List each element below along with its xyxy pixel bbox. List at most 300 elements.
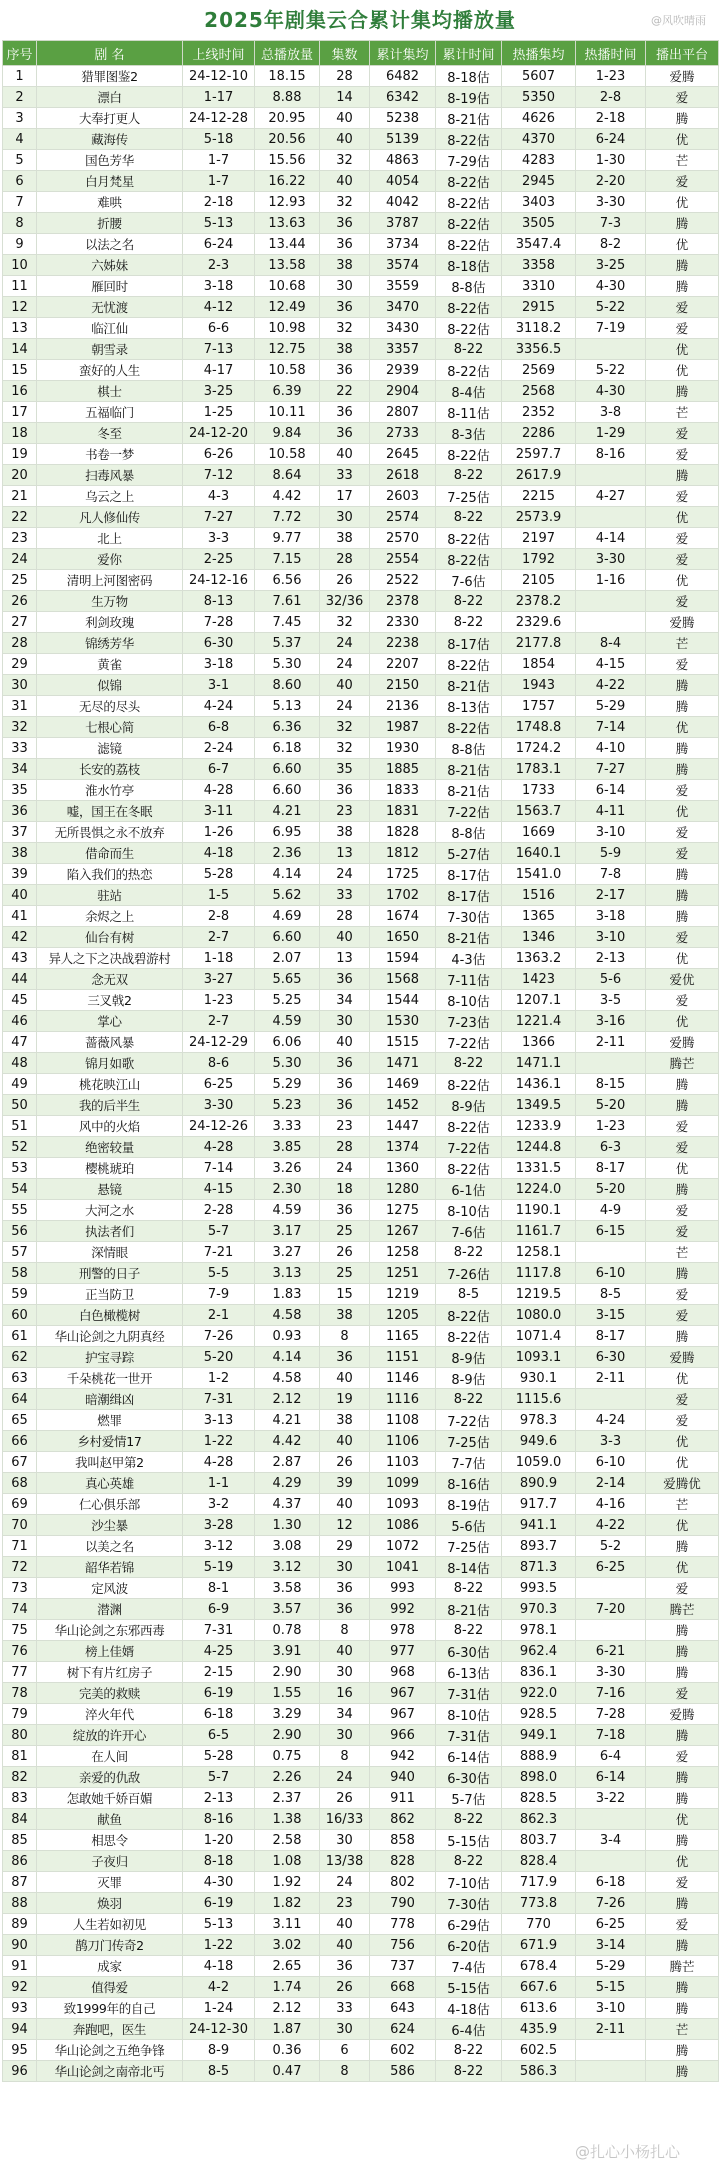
- column-header-total-views: 总播放量: [255, 41, 320, 66]
- cell-cumulative-avg: 602: [370, 2040, 436, 2061]
- cell-index: 82: [3, 1767, 37, 1788]
- cell-cumulative-avg: 1831: [370, 801, 436, 822]
- table-row: [3, 1095, 719, 1116]
- cell-cumulative-date: 8-21估: [436, 675, 502, 696]
- cell-peak-avg: 2568: [502, 381, 576, 402]
- cell-platform: 爱: [646, 87, 719, 108]
- cell-episodes: 18: [320, 1179, 370, 1200]
- cell-peak-date: 2-14: [576, 1473, 646, 1494]
- cell-total-views: 1.30: [255, 1515, 320, 1536]
- cell-cumulative-avg: 1360: [370, 1158, 436, 1179]
- cell-release-date: 7-12: [183, 465, 255, 486]
- cell-platform: 优: [646, 1557, 719, 1578]
- cell-platform: 腾: [646, 1536, 719, 1557]
- table-row: [3, 1977, 719, 1998]
- cell-episodes: 13: [320, 948, 370, 969]
- cell-episodes: 36: [320, 213, 370, 234]
- cell-cumulative-date: 7-30估: [436, 1893, 502, 1914]
- cell-cumulative-date: 8-22估: [436, 318, 502, 339]
- cell-release-date: 24-12-26: [183, 1116, 255, 1137]
- cell-peak-date: 7-3: [576, 213, 646, 234]
- cell-index: 26: [3, 591, 37, 612]
- cell-platform: 芒: [646, 1242, 719, 1263]
- cell-cumulative-date: 6-30估: [436, 1767, 502, 1788]
- cell-episodes: 36: [320, 969, 370, 990]
- cell-peak-avg: 717.9: [502, 1872, 576, 1893]
- cell-peak-date: 7-27: [576, 759, 646, 780]
- cell-title: 致1999年的自己: [37, 1998, 183, 2019]
- cell-cumulative-date: 7-4估: [436, 1956, 502, 1977]
- cell-index: 27: [3, 612, 37, 633]
- cell-episodes: 28: [320, 906, 370, 927]
- cell-platform: 腾: [646, 1893, 719, 1914]
- cell-cumulative-avg: 2150: [370, 675, 436, 696]
- cell-cumulative-date: 8-22: [436, 1851, 502, 1872]
- cell-release-date: 8-16: [183, 1809, 255, 1830]
- table-row: [3, 864, 719, 885]
- cell-cumulative-avg: 1833: [370, 780, 436, 801]
- cell-title: 真心英雄: [37, 1473, 183, 1494]
- cell-platform: 腾: [646, 1998, 719, 2019]
- cell-peak-date: 7-14: [576, 717, 646, 738]
- cell-cumulative-date: 8-13估: [436, 696, 502, 717]
- cell-title: 奔跑吧，医生: [37, 2019, 183, 2040]
- cell-peak-avg: 970.3: [502, 1599, 576, 1620]
- cell-peak-avg: 1733: [502, 780, 576, 801]
- cell-peak-date: 2-11: [576, 1032, 646, 1053]
- cell-platform: 腾: [646, 885, 719, 906]
- cell-title: 刑警的日子: [37, 1263, 183, 1284]
- cell-index: 60: [3, 1305, 37, 1326]
- cell-cumulative-avg: 4042: [370, 192, 436, 213]
- cell-cumulative-date: 8-9估: [436, 1347, 502, 1368]
- cell-cumulative-avg: 968: [370, 1662, 436, 1683]
- cell-index: 51: [3, 1116, 37, 1137]
- cell-platform: 腾: [646, 1662, 719, 1683]
- cell-release-date: 24-12-29: [183, 1032, 255, 1053]
- cell-episodes: 17: [320, 486, 370, 507]
- table-row: [3, 696, 719, 717]
- cell-index: 53: [3, 1158, 37, 1179]
- table-row: [3, 1620, 719, 1641]
- cell-episodes: 24: [320, 1158, 370, 1179]
- cell-title: 无忧渡: [37, 297, 183, 318]
- table-row: [3, 423, 719, 444]
- table-row: [3, 1788, 719, 1809]
- cell-cumulative-avg: 624: [370, 2019, 436, 2040]
- cell-index: 65: [3, 1410, 37, 1431]
- table-row: [3, 885, 719, 906]
- cell-peak-avg: 1541.0: [502, 864, 576, 885]
- cell-peak-date: 2-13: [576, 948, 646, 969]
- cell-peak-date: [576, 2040, 646, 2061]
- cell-index: 71: [3, 1536, 37, 1557]
- cell-index: 11: [3, 276, 37, 297]
- table-row: [3, 1431, 719, 1452]
- cell-title: 定风波: [37, 1578, 183, 1599]
- cell-cumulative-avg: 942: [370, 1746, 436, 1767]
- cell-peak-date: 6-14: [576, 1767, 646, 1788]
- cell-episodes: 28: [320, 549, 370, 570]
- cell-platform: 腾: [646, 738, 719, 759]
- cell-index: 76: [3, 1641, 37, 1662]
- cell-platform: 爱腾: [646, 1032, 719, 1053]
- table-row: [3, 2040, 719, 2061]
- cell-total-views: 0.36: [255, 2040, 320, 2061]
- cell-platform: 爱腾: [646, 1704, 719, 1725]
- cell-total-views: 4.21: [255, 1410, 320, 1431]
- cell-peak-date: 8-15: [576, 1074, 646, 1095]
- cell-platform: 腾: [646, 1830, 719, 1851]
- cell-peak-date: 6-25: [576, 1557, 646, 1578]
- watermark-bottom: @扎心小杨扎心: [574, 2143, 680, 2161]
- cell-episodes: 28: [320, 1137, 370, 1158]
- cell-cumulative-avg: 1828: [370, 822, 436, 843]
- cell-total-views: 6.60: [255, 780, 320, 801]
- cell-index: 88: [3, 1893, 37, 1914]
- cell-platform: 腾: [646, 1263, 719, 1284]
- cell-peak-avg: 1093.1: [502, 1347, 576, 1368]
- cell-title: 锦绣芳华: [37, 633, 183, 654]
- ranking-table: [2, 40, 719, 2082]
- cell-release-date: 5-20: [183, 1347, 255, 1368]
- cell-episodes: 23: [320, 801, 370, 822]
- cell-episodes: 38: [320, 822, 370, 843]
- cell-total-views: 10.98: [255, 318, 320, 339]
- cell-total-views: 4.69: [255, 906, 320, 927]
- watermark: @风吹晴雨: [651, 14, 706, 27]
- cell-episodes: 30: [320, 276, 370, 297]
- cell-index: 46: [3, 1011, 37, 1032]
- cell-peak-avg: 828.4: [502, 1851, 576, 1872]
- cell-peak-avg: 1516: [502, 885, 576, 906]
- cell-index: 42: [3, 927, 37, 948]
- cell-cumulative-avg: 2574: [370, 507, 436, 528]
- cell-platform: 腾: [646, 864, 719, 885]
- cell-title: 在人间: [37, 1746, 183, 1767]
- cell-cumulative-avg: 1812: [370, 843, 436, 864]
- cell-total-views: 5.30: [255, 1053, 320, 1074]
- cell-title: 嘘，国王在冬眠: [37, 801, 183, 822]
- table-row: [3, 1011, 719, 1032]
- table-row: [3, 1410, 719, 1431]
- cell-release-date: 8-5: [183, 2061, 255, 2082]
- cell-episodes: 40: [320, 927, 370, 948]
- cell-episodes: 36: [320, 1200, 370, 1221]
- cell-episodes: 14: [320, 87, 370, 108]
- cell-release-date: 3-27: [183, 969, 255, 990]
- cell-peak-date: 8-17: [576, 1326, 646, 1347]
- cell-cumulative-date: 8-22估: [436, 1326, 502, 1347]
- cell-title: 亲爱的仇敌: [37, 1767, 183, 1788]
- cell-cumulative-avg: 1103: [370, 1452, 436, 1473]
- cell-release-date: 2-1: [183, 1305, 255, 1326]
- cell-total-views: 3.26: [255, 1158, 320, 1179]
- cell-total-views: 20.95: [255, 108, 320, 129]
- cell-total-views: 10.58: [255, 360, 320, 381]
- cell-cumulative-date: 8-17估: [436, 885, 502, 906]
- cell-total-views: 3.33: [255, 1116, 320, 1137]
- cell-cumulative-avg: 4863: [370, 150, 436, 171]
- cell-title: 国色芳华: [37, 150, 183, 171]
- cell-cumulative-date: 8-22: [436, 339, 502, 360]
- cell-peak-avg: 1233.9: [502, 1116, 576, 1137]
- cell-index: 47: [3, 1032, 37, 1053]
- cell-peak-avg: 1071.4: [502, 1326, 576, 1347]
- cell-title: 树下有片红房子: [37, 1662, 183, 1683]
- cell-cumulative-avg: 977: [370, 1641, 436, 1662]
- cell-cumulative-avg: 1530: [370, 1011, 436, 1032]
- cell-total-views: 3.91: [255, 1641, 320, 1662]
- cell-peak-date: 1-23: [576, 1116, 646, 1137]
- cell-cumulative-avg: 1447: [370, 1116, 436, 1137]
- cell-peak-date: 7-20: [576, 1599, 646, 1620]
- table-row: [3, 1704, 719, 1725]
- cell-episodes: 23: [320, 1116, 370, 1137]
- cell-platform: 爱: [646, 780, 719, 801]
- cell-release-date: 6-25: [183, 1074, 255, 1095]
- cell-platform: 爱: [646, 1200, 719, 1221]
- cell-episodes: 32: [320, 192, 370, 213]
- cell-peak-date: 1-29: [576, 423, 646, 444]
- cell-platform: 腾: [646, 108, 719, 129]
- cell-cumulative-avg: 1086: [370, 1515, 436, 1536]
- cell-release-date: 7-13: [183, 339, 255, 360]
- cell-index: 2: [3, 87, 37, 108]
- cell-peak-date: 4-30: [576, 276, 646, 297]
- cell-index: 61: [3, 1326, 37, 1347]
- cell-release-date: 6-24: [183, 234, 255, 255]
- cell-episodes: 38: [320, 528, 370, 549]
- cell-peak-date: 6-30: [576, 1347, 646, 1368]
- cell-cumulative-avg: 3787: [370, 213, 436, 234]
- cell-cumulative-avg: 1116: [370, 1389, 436, 1410]
- cell-peak-avg: 586.3: [502, 2061, 576, 2082]
- cell-release-date: 3-18: [183, 276, 255, 297]
- cell-platform: 优: [646, 1011, 719, 1032]
- table-header-row: [3, 41, 719, 66]
- cell-platform: 爱: [646, 1872, 719, 1893]
- cell-index: 24: [3, 549, 37, 570]
- cell-peak-avg: 773.8: [502, 1893, 576, 1914]
- column-header-platform: 播出平台: [646, 41, 719, 66]
- cell-peak-avg: 836.1: [502, 1662, 576, 1683]
- cell-index: 25: [3, 570, 37, 591]
- table-row: [3, 1347, 719, 1368]
- cell-cumulative-date: 7-29估: [436, 150, 502, 171]
- cell-peak-date: 8-16: [576, 444, 646, 465]
- table-row: [3, 906, 719, 927]
- cell-episodes: 36: [320, 780, 370, 801]
- cell-cumulative-avg: 1568: [370, 969, 436, 990]
- cell-peak-date: 3-30: [576, 1662, 646, 1683]
- cell-episodes: 30: [320, 1011, 370, 1032]
- cell-peak-date: 2-18: [576, 108, 646, 129]
- cell-cumulative-date: 6-29估: [436, 1914, 502, 1935]
- cell-episodes: 8: [320, 2061, 370, 2082]
- cell-peak-date: 3-15: [576, 1305, 646, 1326]
- cell-episodes: 22: [320, 381, 370, 402]
- cell-release-date: 5-28: [183, 1746, 255, 1767]
- cell-title: 陷入我们的热恋: [37, 864, 183, 885]
- cell-cumulative-avg: 1702: [370, 885, 436, 906]
- cell-total-views: 4.21: [255, 801, 320, 822]
- cell-index: 94: [3, 2019, 37, 2040]
- cell-peak-avg: 1423: [502, 969, 576, 990]
- cell-peak-date: 3-18: [576, 906, 646, 927]
- cell-episodes: 36: [320, 234, 370, 255]
- cell-title: 淬火年代: [37, 1704, 183, 1725]
- cell-total-views: 6.60: [255, 927, 320, 948]
- cell-title: 仙台有树: [37, 927, 183, 948]
- cell-total-views: 6.06: [255, 1032, 320, 1053]
- cell-index: 16: [3, 381, 37, 402]
- cell-cumulative-date: 7-10估: [436, 1872, 502, 1893]
- cell-release-date: 24-12-10: [183, 66, 255, 87]
- cell-index: 40: [3, 885, 37, 906]
- cell-index: 18: [3, 423, 37, 444]
- cell-peak-avg: 1346: [502, 927, 576, 948]
- cell-title: 正当防卫: [37, 1284, 183, 1305]
- cell-peak-date: 2-20: [576, 171, 646, 192]
- cell-platform: 爱: [646, 1221, 719, 1242]
- cell-index: 37: [3, 822, 37, 843]
- cell-release-date: 8-6: [183, 1053, 255, 1074]
- cell-episodes: 40: [320, 108, 370, 129]
- cell-cumulative-date: 8-22: [436, 1242, 502, 1263]
- cell-cumulative-avg: 1099: [370, 1473, 436, 1494]
- cell-index: 36: [3, 801, 37, 822]
- cell-peak-date: [576, 1053, 646, 1074]
- cell-index: 8: [3, 213, 37, 234]
- cell-peak-avg: 3505: [502, 213, 576, 234]
- cell-cumulative-date: 8-21估: [436, 927, 502, 948]
- cell-title: 韶华若锦: [37, 1557, 183, 1578]
- cell-cumulative-avg: 756: [370, 1935, 436, 1956]
- cell-index: 35: [3, 780, 37, 801]
- cell-cumulative-date: 6-30估: [436, 1641, 502, 1662]
- cell-index: 67: [3, 1452, 37, 1473]
- cell-release-date: 8-9: [183, 2040, 255, 2061]
- cell-episodes: 34: [320, 1704, 370, 1725]
- cell-episodes: 38: [320, 339, 370, 360]
- cell-cumulative-avg: 643: [370, 1998, 436, 2019]
- cell-peak-date: 3-3: [576, 1431, 646, 1452]
- cell-release-date: 4-3: [183, 486, 255, 507]
- cell-release-date: 2-8: [183, 906, 255, 927]
- table-row: [3, 843, 719, 864]
- cell-index: 77: [3, 1662, 37, 1683]
- cell-platform: 优: [646, 948, 719, 969]
- cell-episodes: 36: [320, 1956, 370, 1977]
- cell-release-date: 8-18: [183, 1851, 255, 1872]
- cell-platform: 爱腾优: [646, 1473, 719, 1494]
- column-header-index: 序号: [3, 41, 37, 66]
- cell-peak-date: 3-25: [576, 255, 646, 276]
- table-row: [3, 360, 719, 381]
- cell-cumulative-avg: 1219: [370, 1284, 436, 1305]
- cell-total-views: 7.72: [255, 507, 320, 528]
- cell-peak-avg: 3356.5: [502, 339, 576, 360]
- cell-cumulative-date: 7-26估: [436, 1263, 502, 1284]
- cell-index: 74: [3, 1599, 37, 1620]
- cell-peak-date: 5-9: [576, 843, 646, 864]
- cell-platform: 腾: [646, 696, 719, 717]
- table-row: [3, 738, 719, 759]
- cell-peak-date: 7-28: [576, 1704, 646, 1725]
- table-row: [3, 528, 719, 549]
- cell-total-views: 4.14: [255, 1347, 320, 1368]
- cell-title: 藏海传: [37, 129, 183, 150]
- cell-cumulative-date: 8-22估: [436, 1074, 502, 1095]
- cell-peak-avg: 1792: [502, 549, 576, 570]
- cell-platform: 爱: [646, 318, 719, 339]
- cell-cumulative-date: 8-8估: [436, 822, 502, 843]
- cell-platform: 爱: [646, 423, 719, 444]
- cell-release-date: 2-25: [183, 549, 255, 570]
- cell-release-date: 4-25: [183, 1641, 255, 1662]
- cell-total-views: 3.08: [255, 1536, 320, 1557]
- cell-release-date: 7-9: [183, 1284, 255, 1305]
- table-row: [3, 1200, 719, 1221]
- cell-peak-avg: 4626: [502, 108, 576, 129]
- cell-index: 31: [3, 696, 37, 717]
- cell-peak-date: [576, 612, 646, 633]
- cell-index: 3: [3, 108, 37, 129]
- cell-cumulative-date: 7-11估: [436, 969, 502, 990]
- cell-platform: 优: [646, 192, 719, 213]
- cell-cumulative-avg: 1452: [370, 1095, 436, 1116]
- table-row: [3, 108, 719, 129]
- cell-title: 漂白: [37, 87, 183, 108]
- cell-peak-avg: 667.6: [502, 1977, 576, 1998]
- cell-title: 余烬之上: [37, 906, 183, 927]
- cell-peak-date: 3-30: [576, 192, 646, 213]
- cell-index: 68: [3, 1473, 37, 1494]
- cell-cumulative-avg: 2330: [370, 612, 436, 633]
- cell-peak-avg: 1640.1: [502, 843, 576, 864]
- cell-peak-date: [576, 2061, 646, 2082]
- cell-cumulative-date: 8-22估: [436, 1158, 502, 1179]
- cell-cumulative-avg: 967: [370, 1704, 436, 1725]
- cell-peak-avg: 1854: [502, 654, 576, 675]
- cell-episodes: 15: [320, 1284, 370, 1305]
- table-row: [3, 129, 719, 150]
- cell-release-date: 2-7: [183, 1011, 255, 1032]
- cell-peak-avg: 962.4: [502, 1641, 576, 1662]
- cell-release-date: 6-6: [183, 318, 255, 339]
- cell-title: 华山论剑之九阴真经: [37, 1326, 183, 1347]
- table-row: [3, 66, 719, 87]
- cell-platform: 爱: [646, 528, 719, 549]
- cell-title: 潜渊: [37, 1599, 183, 1620]
- cell-cumulative-date: 8-22: [436, 507, 502, 528]
- cell-episodes: 30: [320, 1557, 370, 1578]
- cell-index: 50: [3, 1095, 37, 1116]
- cell-cumulative-avg: 2939: [370, 360, 436, 381]
- cell-episodes: 40: [320, 1431, 370, 1452]
- cell-cumulative-avg: 802: [370, 1872, 436, 1893]
- cell-title: 悬镜: [37, 1179, 183, 1200]
- cell-index: 44: [3, 969, 37, 990]
- cell-total-views: 0.78: [255, 1620, 320, 1641]
- cell-platform: 优: [646, 234, 719, 255]
- cell-total-views: 2.07: [255, 948, 320, 969]
- cell-episodes: 38: [320, 255, 370, 276]
- cell-cumulative-date: 8-22估: [436, 129, 502, 150]
- cell-peak-date: 6-10: [576, 1452, 646, 1473]
- cell-index: 28: [3, 633, 37, 654]
